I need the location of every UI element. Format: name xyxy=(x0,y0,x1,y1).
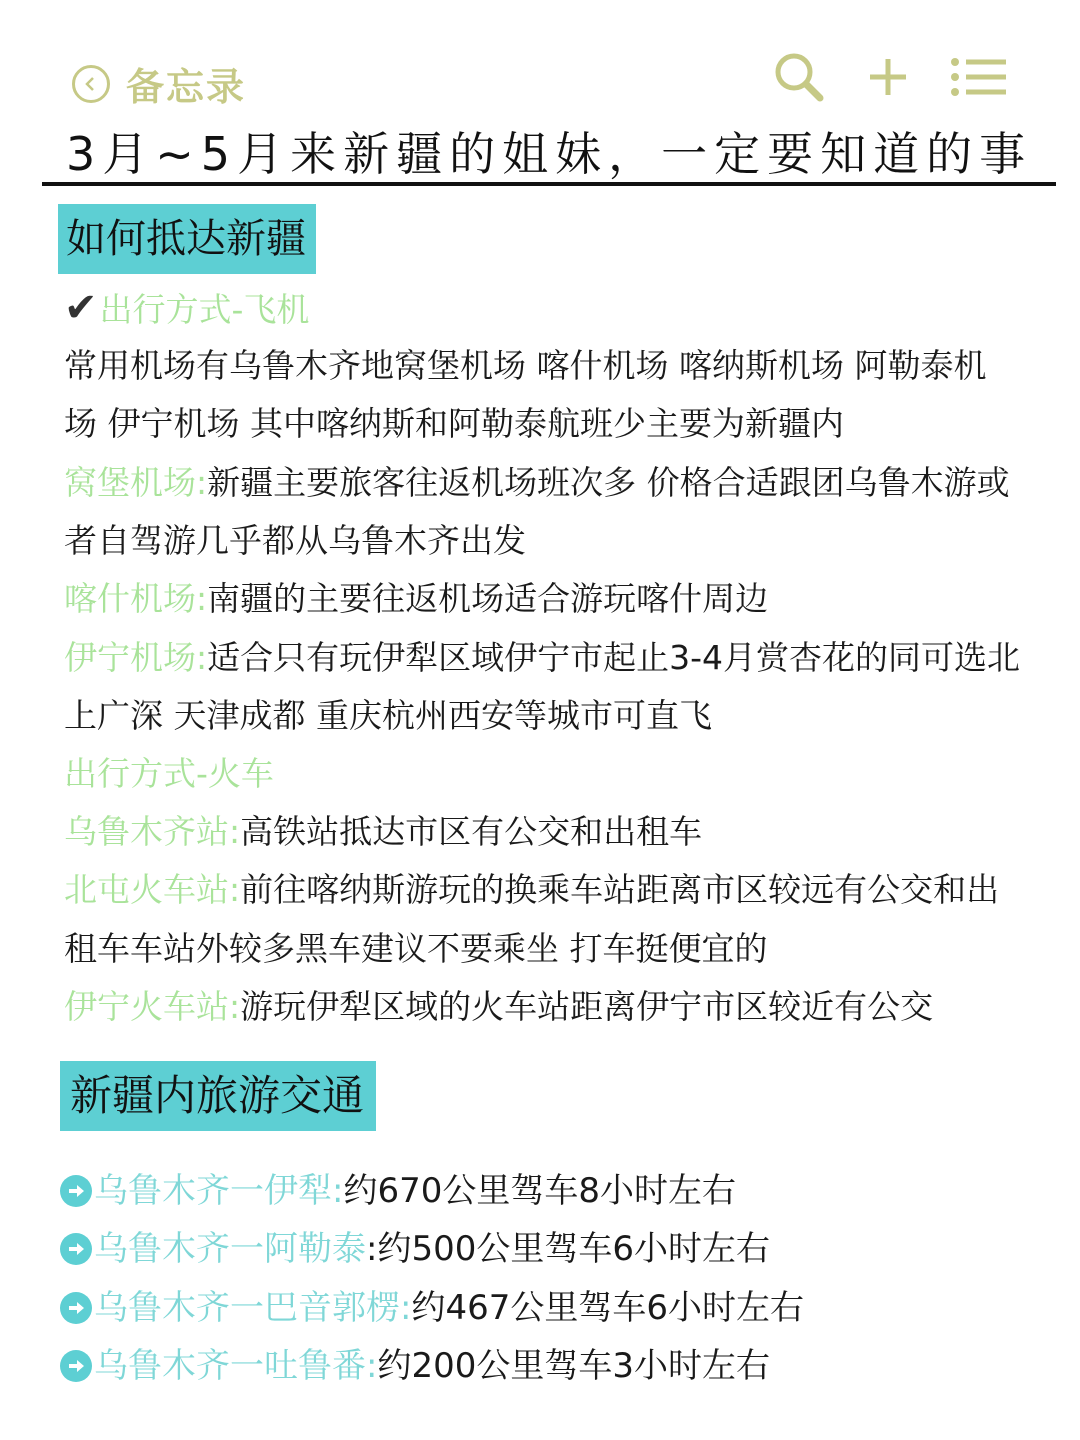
train-mode-label: 出行方式-火车 xyxy=(64,754,274,793)
route-item xyxy=(60,1286,804,1330)
route-destination: 乌鲁木齐一伊犁: xyxy=(94,1171,344,1211)
checkmark-icon: ✔ xyxy=(64,285,98,331)
kashi-line xyxy=(64,579,768,619)
back-label: 备忘录 xyxy=(126,65,247,109)
plane-mode-line xyxy=(64,285,310,331)
route-detail: 约670公里驾车8小时左右 xyxy=(343,1171,736,1211)
plus-icon[interactable] xyxy=(866,55,910,99)
arrow-right-icon xyxy=(60,1175,92,1207)
route-destination: 乌鲁木齐一巴音郭楞: xyxy=(94,1288,412,1328)
airports-intro-line-1: 常用机场有乌鲁木齐地窝堡机场 喀什机场 喀纳斯机场 阿勒泰机 xyxy=(64,346,987,385)
yining-line-2: 上广深 天津成都 重庆杭州西安等城市可直飞 xyxy=(64,696,712,735)
nav-actions xyxy=(772,50,1008,104)
route-detail: 约200公里驾车3小时左右 xyxy=(377,1346,770,1386)
beitun-line-2: 租车车站外较多黑车建议不要乘坐 打车挺便宜的 xyxy=(64,929,768,968)
arrow-right-icon xyxy=(60,1292,92,1324)
route-item xyxy=(60,1169,736,1213)
beitun-text-1: 前往喀纳斯游玩的换乘车站距离市区较远有公交和出 xyxy=(240,870,1000,909)
yining-label: 伊宁机场: xyxy=(64,638,208,677)
back-button[interactable] xyxy=(72,56,246,111)
diwopu-line-2: 者自驾游几乎都从乌鲁木齐出发 xyxy=(64,521,526,560)
beitun-line-1 xyxy=(64,870,999,910)
route-detail: 约467公里驾车6小时左右 xyxy=(411,1288,804,1328)
search-icon[interactable] xyxy=(772,50,826,104)
section-heading-transport: 新疆内旅游交通 xyxy=(60,1061,376,1131)
section-heading-arrival: 如何抵达新疆 xyxy=(58,204,316,274)
beitun-label: 北屯火车站: xyxy=(64,870,241,909)
title-divider xyxy=(42,182,1056,186)
yining-station-label: 伊宁火车站: xyxy=(64,987,241,1026)
yining-line-1 xyxy=(64,638,1020,678)
list-icon[interactable] xyxy=(950,57,1008,97)
arrow-right-icon xyxy=(60,1350,92,1382)
yining-text-1: 适合只有玩伊犁区域伊宁市起止3-4月赏杏花的同可选北 xyxy=(207,638,1021,677)
airports-intro-line-2: 场 伊宁机场 其中喀纳斯和阿勒泰航班少主要为新疆内 xyxy=(64,404,844,443)
kashi-label: 喀什机场: xyxy=(64,579,208,618)
diwopu-label: 窝堡机场: xyxy=(64,463,208,502)
yining-station-text: 游玩伊犁区域的火车站距离伊宁市区较近有公交 xyxy=(240,987,934,1026)
nav-bar xyxy=(72,56,1008,116)
route-destination: 乌鲁木齐一阿勒泰 xyxy=(94,1229,366,1269)
route-detail: :约500公里驾车6小时左右 xyxy=(366,1229,770,1269)
arrow-right-icon xyxy=(60,1233,92,1265)
urumqi-station-label: 乌鲁木齐站: xyxy=(64,812,241,851)
back-chevron-icon xyxy=(72,65,110,103)
kashi-text: 南疆的主要往返机场适合游玩喀什周边 xyxy=(207,579,769,618)
note-title: 3月~5月来新疆的姐妹，一定要知道的事 xyxy=(66,127,1033,181)
route-item xyxy=(60,1344,770,1388)
urumqi-station-text: 高铁站抵达市区有公交和出租车 xyxy=(240,812,703,851)
route-item xyxy=(60,1227,770,1271)
urumqi-station-line xyxy=(64,812,702,852)
route-destination: 乌鲁木齐一吐鲁番: xyxy=(94,1346,378,1386)
yining-station-line xyxy=(64,987,933,1027)
plane-mode-label: 出行方式-飞机 xyxy=(99,290,310,329)
diwopu-text-1: 新疆主要旅客往返机场班次多 价格合适跟团乌鲁木游或 xyxy=(207,463,1010,502)
diwopu-line-1 xyxy=(64,463,1010,503)
